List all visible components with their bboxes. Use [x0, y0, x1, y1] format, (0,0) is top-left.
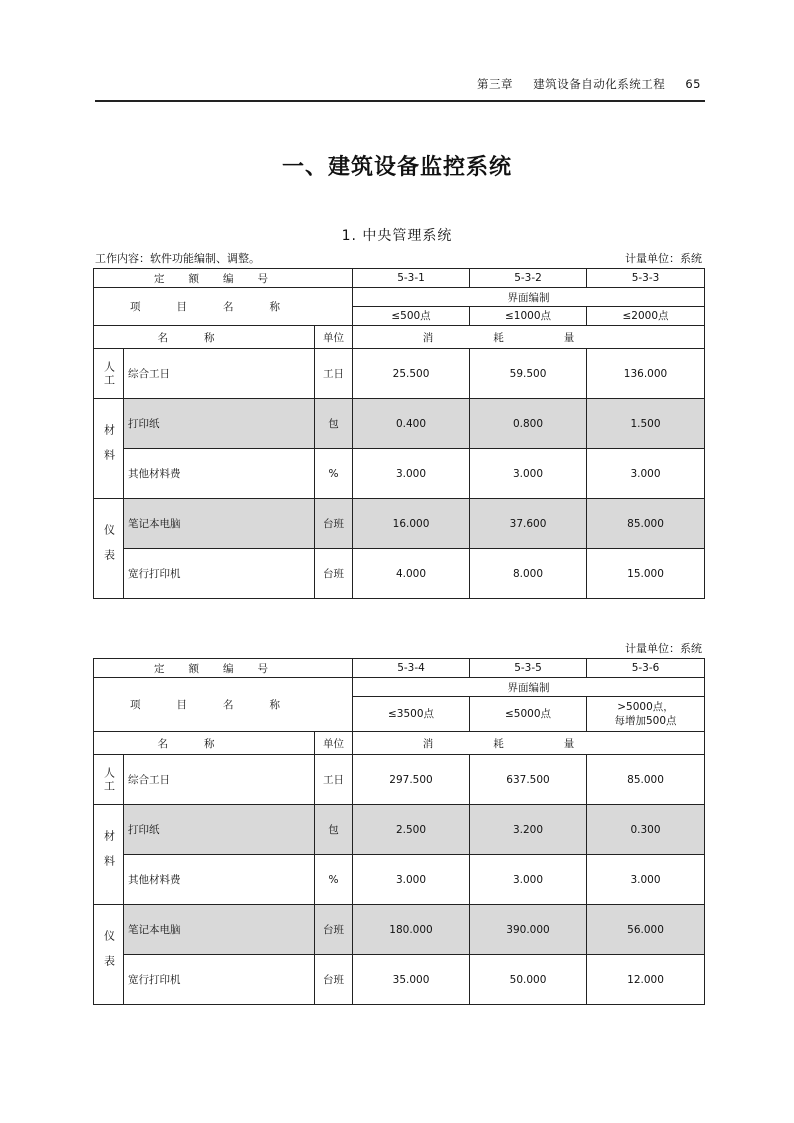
table-row	[94, 855, 705, 905]
value-cell: 0.800	[470, 399, 587, 449]
item-name-cell: 笔记本电脑	[124, 905, 315, 955]
value-cell: 3.000	[353, 855, 470, 905]
interface-compile-label: 界面编制	[353, 678, 705, 697]
quota-table	[93, 658, 705, 1005]
item-name-label: 项目名称	[94, 678, 353, 732]
quota-code: 5-3-6	[587, 659, 705, 678]
value-cell: 8.000	[470, 549, 587, 599]
quota-no-row	[94, 269, 705, 288]
item-name-row	[94, 288, 705, 307]
item-name-cell: 打印纸	[124, 399, 315, 449]
item-unit-cell: 工日	[315, 349, 353, 399]
unit-header: 单位	[315, 732, 353, 755]
item-unit-cell: 包	[315, 399, 353, 449]
item-name-cell: 笔记本电脑	[124, 499, 315, 549]
running-header	[95, 74, 705, 102]
quota-code: 5-3-1	[353, 269, 470, 288]
quota-code: 5-3-4	[353, 659, 470, 678]
table-row	[94, 449, 705, 499]
item-name-cell: 其他材料费	[124, 449, 315, 499]
item-unit-cell: 台班	[315, 905, 353, 955]
value-cell: 50.000	[470, 955, 587, 1005]
category-cell	[94, 905, 124, 1005]
unit-note: 计量单位：系统	[625, 642, 702, 655]
page-title: 一、建筑设备监控系统	[281, 154, 512, 180]
name-header: 名称	[94, 326, 315, 349]
value-cell: 1.500	[587, 399, 705, 449]
item-unit-cell: %	[315, 449, 353, 499]
value-cell: 3.000	[587, 449, 705, 499]
spec-cell: ≤500点	[353, 307, 470, 326]
item-unit-cell: 台班	[315, 549, 353, 599]
quota-table	[93, 268, 705, 599]
category-label: 人工	[102, 360, 116, 387]
spec-cell: ≤5000点	[470, 697, 587, 732]
table-row	[94, 955, 705, 1005]
table-row	[94, 755, 705, 805]
item-unit-cell: %	[315, 855, 353, 905]
value-cell: 3.000	[353, 449, 470, 499]
quota-no-label: 定额编号	[94, 659, 353, 678]
spec-cell: ≤1000点	[470, 307, 587, 326]
section-title: 1. 中央管理系统	[341, 228, 453, 244]
value-cell: 0.400	[353, 399, 470, 449]
category-label: 仪表	[102, 523, 116, 574]
value-cell: 637.500	[470, 755, 587, 805]
item-name-label: 项目名称	[94, 288, 353, 326]
quota-code: 5-3-3	[587, 269, 705, 288]
value-cell: 35.000	[353, 955, 470, 1005]
consumption-header: 消耗量	[353, 326, 705, 349]
value-cell: 25.500	[353, 349, 470, 399]
column-header-row	[94, 326, 705, 349]
table-row	[94, 499, 705, 549]
value-cell: 3.200	[470, 805, 587, 855]
item-name-cell: 宽行打印机	[124, 955, 315, 1005]
item-name-row	[94, 678, 705, 697]
category-label: 材料	[102, 423, 116, 474]
consumption-header: 消耗量	[353, 732, 705, 755]
category-cell	[94, 349, 124, 399]
item-unit-cell: 工日	[315, 755, 353, 805]
value-cell: 37.600	[470, 499, 587, 549]
interface-compile-label: 界面编制	[353, 288, 705, 307]
running-header-text	[463, 76, 701, 92]
page-number: 65	[685, 77, 701, 91]
category-label: 仪表	[102, 929, 116, 980]
table-row	[94, 399, 705, 449]
item-unit-cell: 台班	[315, 955, 353, 1005]
spec-cell: >5000点， 每增加500点	[587, 697, 705, 732]
name-header: 名称	[94, 732, 315, 755]
table-row	[94, 549, 705, 599]
value-cell: 85.000	[587, 755, 705, 805]
category-cell	[94, 805, 124, 905]
item-name-cell: 其他材料费	[124, 855, 315, 905]
quota-code: 5-3-5	[470, 659, 587, 678]
category-cell	[94, 499, 124, 599]
category-cell	[94, 755, 124, 805]
category-cell	[94, 399, 124, 499]
item-name-cell: 宽行打印机	[124, 549, 315, 599]
category-label: 材料	[102, 829, 116, 880]
value-cell: 297.500	[353, 755, 470, 805]
quota-no-row	[94, 659, 705, 678]
spec-cell: ≤2000点	[587, 307, 705, 326]
value-cell: 12.000	[587, 955, 705, 1005]
spec-cell: ≤3500点	[353, 697, 470, 732]
quota-no-label: 定额编号	[94, 269, 353, 288]
value-cell: 180.000	[353, 905, 470, 955]
value-cell: 59.500	[470, 349, 587, 399]
value-cell: 16.000	[353, 499, 470, 549]
table-row	[94, 349, 705, 399]
table-row	[94, 805, 705, 855]
value-cell: 2.500	[353, 805, 470, 855]
chapter-title: 建筑设备自动化系统工程	[533, 77, 666, 91]
value-cell: 56.000	[587, 905, 705, 955]
item-name-cell: 综合工日	[124, 755, 315, 805]
item-name-cell: 打印纸	[124, 805, 315, 855]
item-name-cell: 综合工日	[124, 349, 315, 399]
work-content: 工作内容：软件功能编制、调整。	[95, 252, 260, 265]
column-header-row	[94, 732, 705, 755]
item-unit-cell: 台班	[315, 499, 353, 549]
value-cell: 390.000	[470, 905, 587, 955]
value-cell: 3.000	[470, 449, 587, 499]
value-cell: 0.300	[587, 805, 705, 855]
value-cell: 136.000	[587, 349, 705, 399]
value-cell: 4.000	[353, 549, 470, 599]
quota-code: 5-3-2	[470, 269, 587, 288]
value-cell: 3.000	[587, 855, 705, 905]
category-label: 人工	[102, 766, 116, 793]
unit-header: 单位	[315, 326, 353, 349]
chapter-label: 第三章	[477, 77, 514, 91]
value-cell: 15.000	[587, 549, 705, 599]
item-unit-cell: 包	[315, 805, 353, 855]
value-cell: 3.000	[470, 855, 587, 905]
unit-note: 计量单位：系统	[625, 252, 702, 265]
value-cell: 85.000	[587, 499, 705, 549]
table-row	[94, 905, 705, 955]
